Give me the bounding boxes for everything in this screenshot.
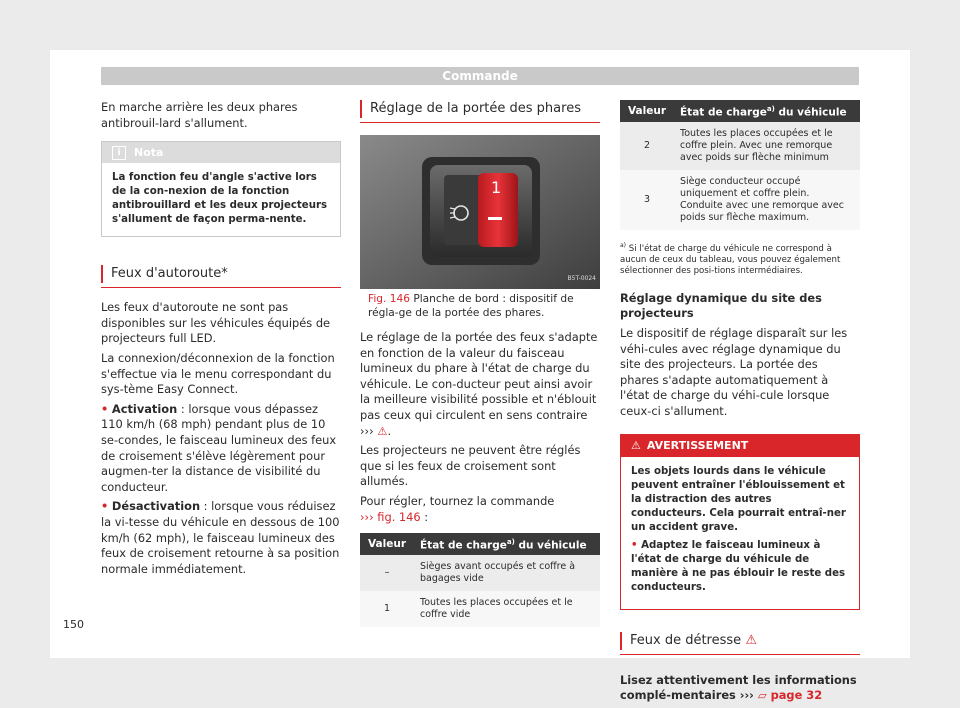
column-right bbox=[620, 100, 860, 708]
table-row: 2 Toutes les places occupées et le coffre plein. Avec une remorque avec poids sur flèche minimum bbox=[620, 122, 860, 170]
warning-box bbox=[620, 434, 860, 610]
table-row: 3 Siège conducteur occupé uniquement et coffre plein. Conduite avec une remorque avec poids sur flèche maximum. bbox=[620, 170, 860, 230]
figure-code: B5T-0024 bbox=[567, 275, 596, 283]
paragraph: Pour régler, tournez la commande ››› fig. 146 : bbox=[360, 493, 555, 524]
table-header-valeur: Valeur bbox=[360, 533, 414, 555]
table-row: – Sièges avant occupés et coffre à bagages vide bbox=[360, 555, 600, 591]
subheading: Réglage dynamique du site des projecteurs bbox=[620, 290, 822, 321]
table-header-etat: État de charge$^{a)}$ du véhicule bbox=[674, 100, 860, 122]
page-number: 150 bbox=[63, 618, 84, 631]
charge-table-2 bbox=[620, 100, 860, 230]
nota-box bbox=[101, 141, 341, 237]
column-left bbox=[101, 100, 341, 581]
headlight-range-control-illustration bbox=[360, 135, 600, 289]
table-header-valeur: Valeur bbox=[620, 100, 674, 122]
paragraph: Les feux d'autoroute ne sont pas disponibles sur les véhicules équipés de projecteurs full LED. bbox=[101, 300, 331, 346]
paragraph: Le dispositif de réglage disparaît sur les véhi-cules avec réglage dynamique du site des projecteurs. La portée des phares s'adapte automatiquement à l'état de charge du véhi-cule lorsque ceux-ci s'allument. bbox=[620, 326, 848, 419]
book-icon: ▱ bbox=[757, 688, 767, 703]
warning-header: ⚠ AVERTISSEMENT bbox=[621, 435, 859, 457]
reference-text: Lisez attentivement les informations complé-mentaires ››› ▱ page 32 bbox=[620, 672, 857, 703]
charge-table-1 bbox=[360, 533, 600, 627]
paragraph: Le réglage de la portée des feux s'adapte en fonction de la valeur du faisceau lumineux du phare à l'état de charge du véhicule. Le con-ducteur peut ainsi avoir la meilleure visibilité possible et n'éblouit pas ceux qui circulent en sens contraire ››› ⚠. bbox=[360, 330, 598, 438]
bullet-icon: • bbox=[101, 499, 109, 514]
paragraph: La connexion/déconnexion de la fonction s'effectue via le menu correspondant du sys-tème Easy Connect. bbox=[101, 350, 335, 397]
section-title-feux-autoroute: Feux d'autoroute* bbox=[101, 265, 341, 288]
nota-title: Nota bbox=[134, 146, 164, 160]
warning-triangle-icon: ⚠ bbox=[377, 423, 388, 438]
paragraph: Les projecteurs ne peuvent être réglés que si les feux de croisement sont allumés. bbox=[360, 443, 581, 489]
figure-headlight-control bbox=[360, 135, 600, 289]
footnote: $^{a)}$ Si l'état de charge du véhicule ne correspond à aucun de ceux du tableau, vous pouvez également sélectionner des posi-tions intermédiaires. bbox=[620, 242, 841, 276]
section-title-reglage: Réglage de la portée des phares bbox=[360, 100, 600, 123]
warning-triangle-icon: ⚠ bbox=[631, 438, 641, 452]
nota-header bbox=[102, 142, 340, 163]
column-middle bbox=[360, 100, 600, 627]
svg-text:1: 1 bbox=[491, 178, 502, 197]
intro-text: En marche arrière les deux phares antibrouil-lard s'allument. bbox=[101, 100, 298, 130]
bullet-desactivation: • Désactivation : lorsque vous réduisez la vi-tesse du véhicule en dessous de 100 km/h (62 mph), le faisceau lumineux des feux de croisement retourne à sa position normale immédiatement. bbox=[101, 499, 340, 576]
bullet-activation: • Activation : lorsque vous dépassez 110 km/h (68 mph) pendant plus de 10 se-condes, le faisceau lumineux des feux de croisement s'élève légèrement pour augmen-ter la distance de visibilité du conducteur. bbox=[101, 401, 337, 494]
bullet-icon: • bbox=[101, 401, 109, 416]
page-link[interactable]: page 32 bbox=[770, 688, 823, 703]
info-icon: i bbox=[112, 146, 126, 160]
figure-link[interactable]: ››› fig. 146 bbox=[360, 509, 421, 524]
section-title-feux-detresse: Feux de détresse ⚠ bbox=[620, 632, 860, 655]
warning-body: Les objets lourds dans le véhicule peuvent entraîner l'éblouissement et la distraction des autres conducteurs. Cela pourrait entraî-ner un accident grave. • Adaptez le faisceau lumineux à l'état de charge du véhicule de manière à ne pas éblouir le reste des conducteurs. bbox=[631, 465, 846, 593]
nota-text: La fonction feu d'angle s'active lors de la con-nexion de la fonction antibrouillard et les deux projecteurs s'allument de façon perma-nente. bbox=[112, 172, 328, 226]
warning-triangle-icon: ⚠ bbox=[745, 632, 757, 648]
figure-caption: Fig. 146 Planche de bord : dispositif de régla-ge de la portée des phares. bbox=[368, 293, 574, 319]
page-header: Commande bbox=[101, 67, 859, 85]
table-header-etat: État de charge$^{a)}$ du véhicule bbox=[414, 533, 600, 555]
bullet-icon: • bbox=[631, 539, 638, 551]
table-row: 1 Toutes les places occupées et le coffre vide bbox=[360, 591, 600, 627]
